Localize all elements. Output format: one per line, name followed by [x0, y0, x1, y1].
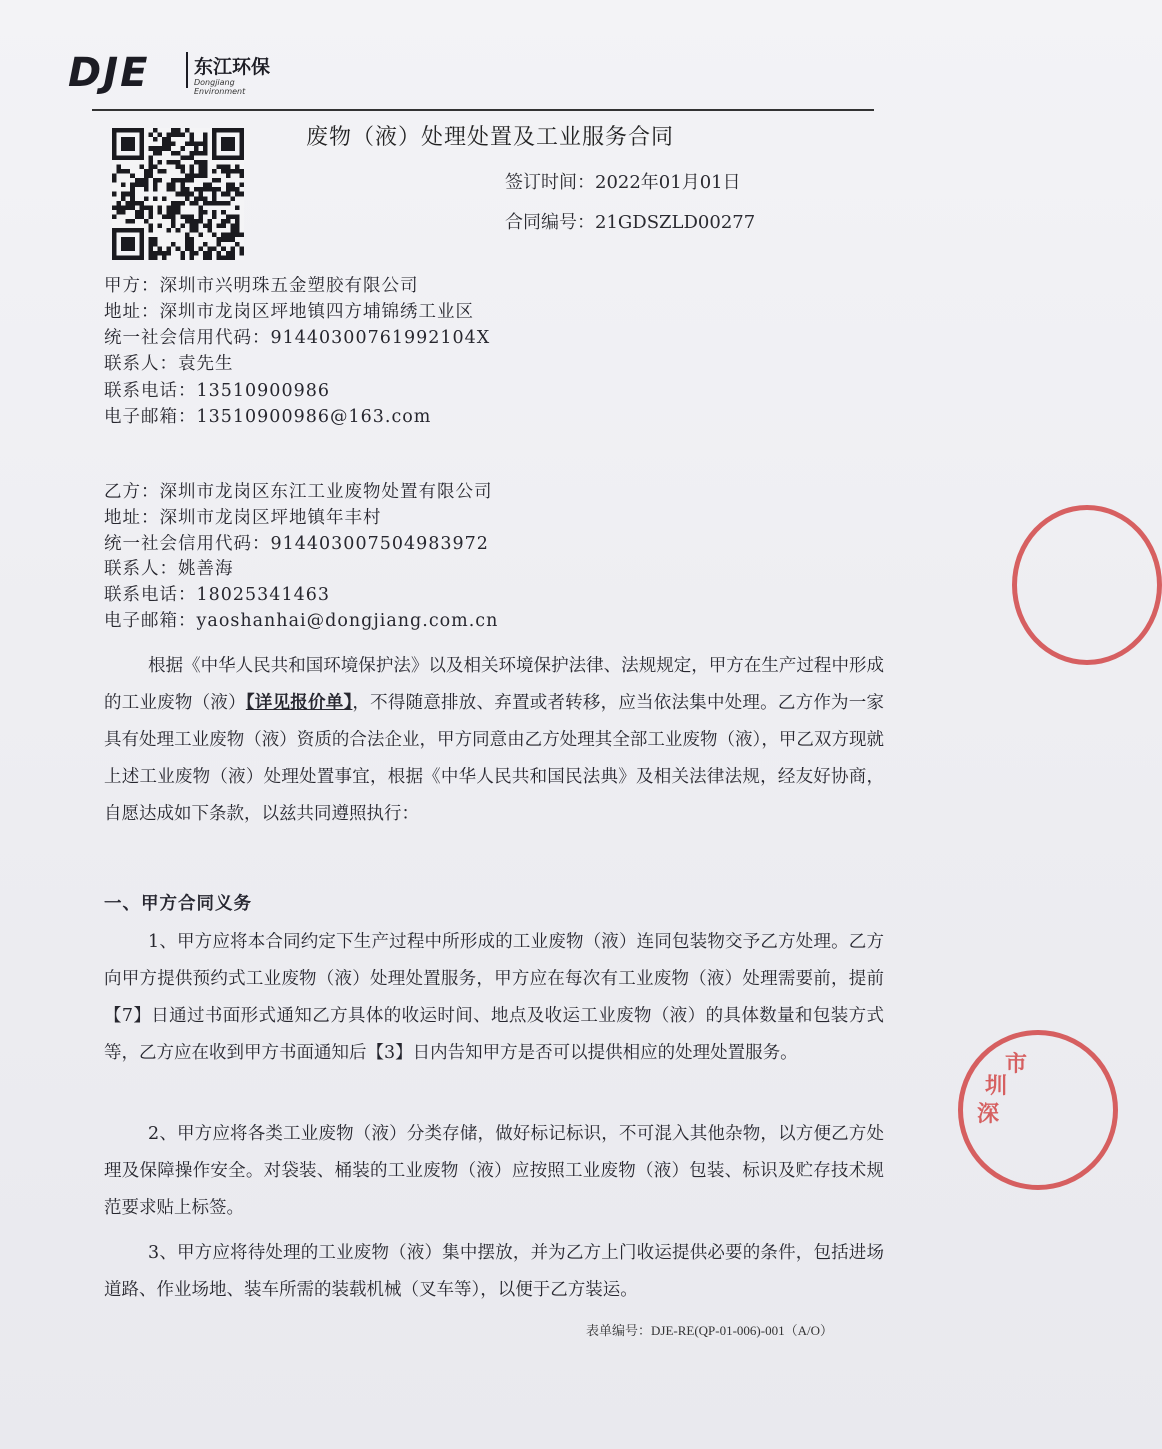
party-a-contact: 联系人：袁先生 [104, 354, 234, 374]
party-b-credit-code: 统一社会信用代码：914403007504983972 [104, 534, 489, 554]
quote-sheet-reference: 【详见报价单】 [245, 693, 353, 713]
party-b-contact: 联系人：姚善海 [104, 559, 234, 579]
contract-number: 合同编号：21GDSZLD00277 [505, 212, 756, 233]
clause-2 [104, 1116, 884, 1227]
document-title: 废物（液）处理处置及工业服务合同 [306, 125, 675, 150]
seal-char: 深 [977, 1101, 1000, 1127]
party-a-address: 地址：深圳市龙岗区坪地镇四方埔锦绣工业区 [104, 302, 474, 322]
intro-text-2: ，不得随意排放、弃置或者转移，应当依法集中处理。乙方作为一家具有处理工业废物（液）资质的合法企业，甲方同意由乙方处理其全部工业废物（液），甲乙双方现就上述工业废物（液）处理处置事宜，根据《中华人民共和国民法典》及相关法律法规，经友好协商，自愿达成如下条款，以兹共同遵照执行： [104, 693, 885, 824]
logo-name-cn: 东江环保 [194, 56, 271, 78]
party-b-email: 电子邮箱：yaoshanhai@dongjiang.com.cn [104, 611, 499, 631]
logo-name-en: Dongjiang Environment [194, 78, 246, 96]
party-a-credit-code: 统一社会信用代码：91440300761992104X [104, 328, 491, 348]
party-a-name: 甲方：深圳市兴明珠五金塑胶有限公司 [104, 276, 419, 296]
company-seal-top [1012, 505, 1162, 665]
clause-3 [104, 1235, 884, 1309]
party-b-name: 乙方：深圳市龙岗区东江工业废物处置有限公司 [104, 482, 493, 502]
company-logo [68, 38, 288, 100]
party-a-phone: 联系电话：13510900986 [104, 381, 330, 401]
section-heading: 一、甲方合同义务 [104, 894, 252, 914]
clause-2-text: 2、甲方应将各类工业废物（液）分类存储，做好标记标识，不可混入其他杂物，以方便乙方处理及保障操作安全。对袋装、桶装的工业废物（液）应按照工业废物（液）包装、标识及贮存技术规范要求贴上标签。 [104, 1124, 884, 1218]
seal-char: 市 [1005, 1051, 1028, 1077]
logo-divider [186, 52, 188, 88]
clause-1-text: 1、甲方应将本合同约定下生产过程中所形成的工业废物（液）连同包装物交予乙方处理。乙方向甲方提供预约式工业废物（液）处理处置服务，甲方应在每次有工业废物（液）处理需要前，提前【7】日通过书面形式通知乙方具体的收运时间、地点及收运工业废物（液）的具体数量和包装方式等，乙方应在收到甲方书面通知后【3】日内告知甲方是否可以提供相应的处理处置服务。 [104, 932, 884, 1063]
company-seal-bottom [958, 1030, 1118, 1190]
header-divider [92, 109, 874, 111]
sign-date: 签订时间：2022年01月01日 [505, 172, 741, 193]
qr-code [112, 128, 244, 260]
seal-char: 圳 [985, 1073, 1008, 1099]
clause-3-text: 3、甲方应将待处理的工业废物（液）集中摆放，并为乙方上门收运提供必要的条件，包括进场道路、作业场地、装车所需的装载机械（叉车等），以便于乙方装运。 [104, 1243, 884, 1300]
party-b-phone: 联系电话：18025341463 [104, 585, 330, 605]
logo-mark: DJE [68, 50, 150, 96]
clause-1 [104, 924, 884, 1072]
form-number: 表单编号：DJE-RE(QP-01-006)-001（A/O） [586, 1323, 833, 1338]
party-a-email: 电子邮箱：13510900986@163.com [104, 407, 432, 427]
intro-paragraph [104, 648, 884, 833]
party-b-address: 地址：深圳市龙岗区坪地镇年丰村 [104, 508, 382, 528]
intro-text-1: 根据《中华人民共和国环境保护法》以及相关环境保护法律、法规规定，甲方在生产过程中形成的工业废物（液） [104, 656, 884, 713]
